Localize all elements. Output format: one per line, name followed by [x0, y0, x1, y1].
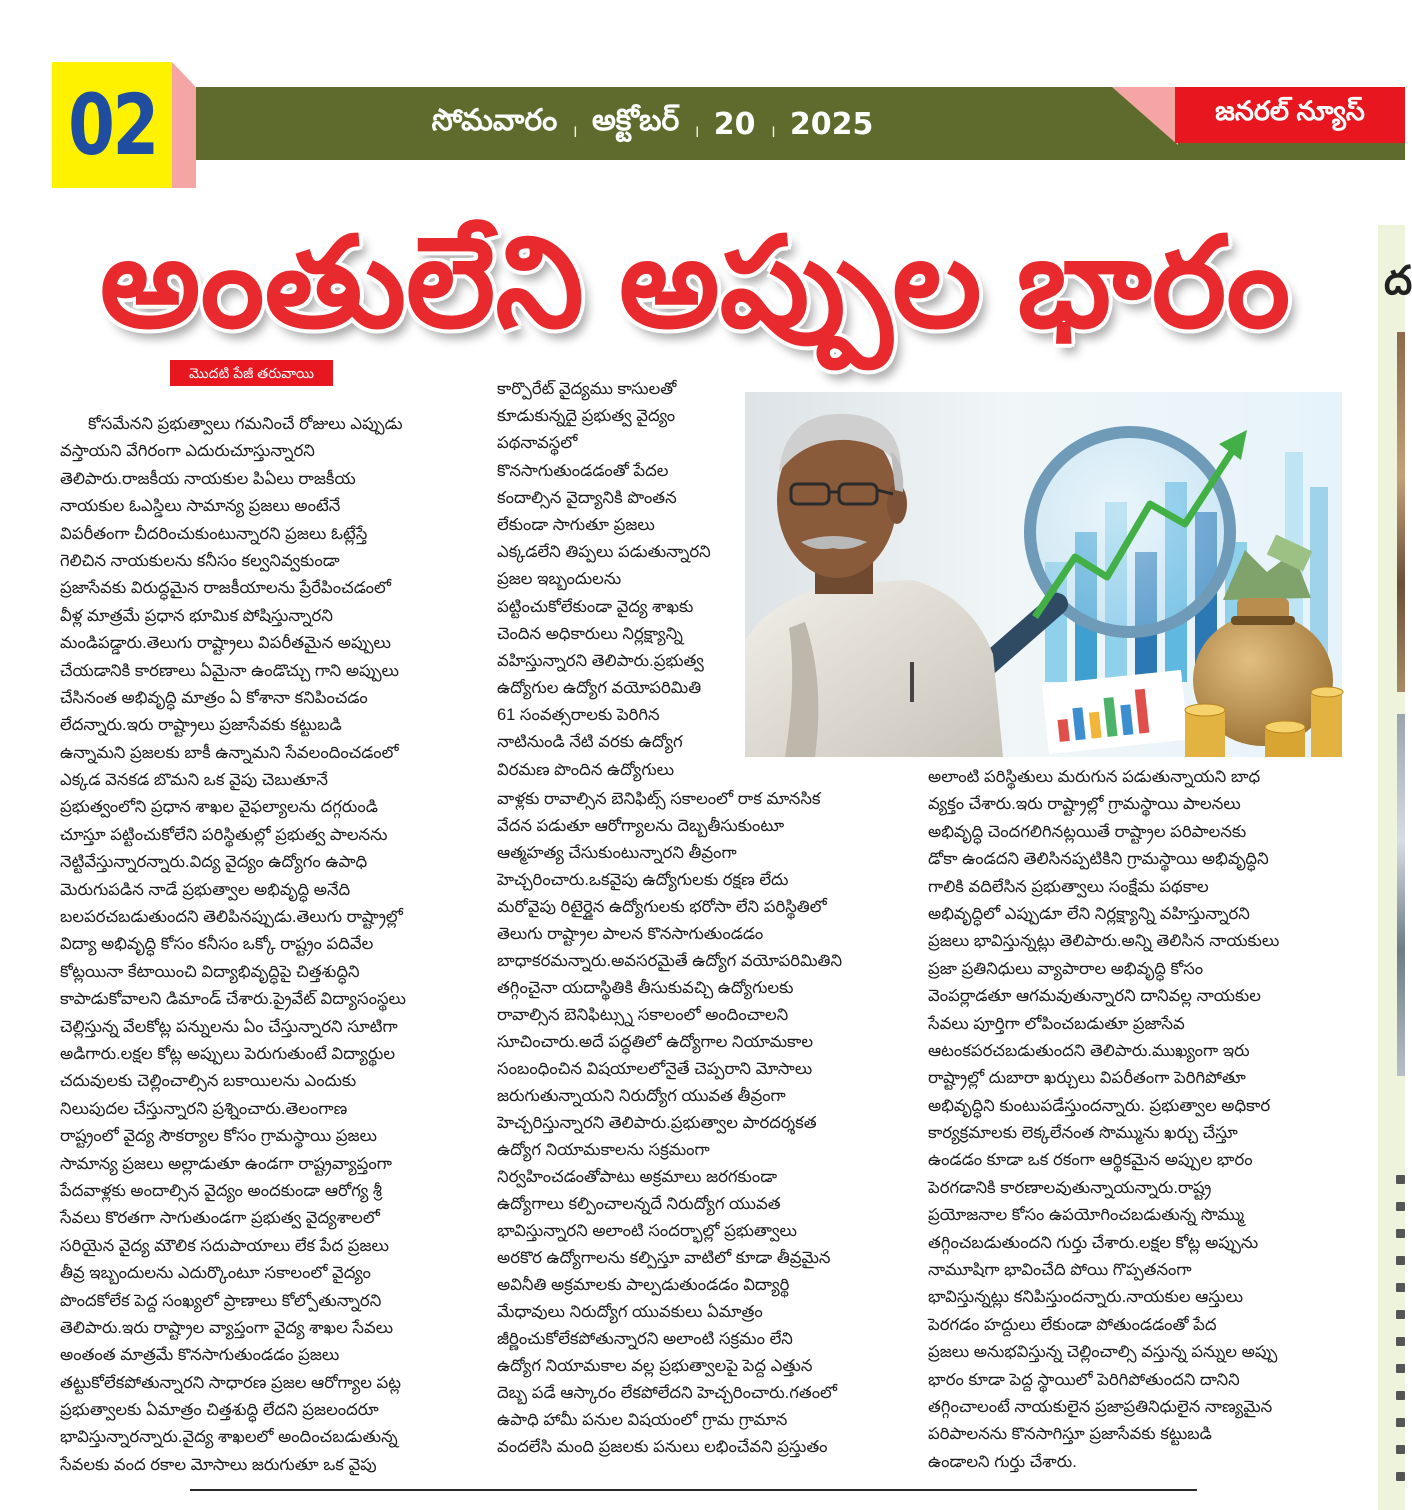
text-line: ప్రజల ఇబ్బందులను [497, 570, 622, 589]
text-line: కాపాడుకోవాలని డిమాండ్ చేశారు.ప్రైవేట్ విద్యాసంస్థలు [60, 990, 406, 1009]
text-line: ఉద్యోగాలు కల్పించాలన్నదే నిరుద్యోగ యువత [497, 1195, 781, 1213]
text-line: బలపరచబడుతుందని తెలిపినప్పుడు.తెలుగు రాష్ట్రాల్లో [60, 908, 403, 927]
text-line: భావిస్తున్నట్లు కనిపిస్తుందన్నారు.నాయకుల ఆస్తులు [928, 1288, 1244, 1307]
text-line: వాళ్లకు రావాల్సిన బెనిఫిట్స్ సకాలంలో రాక మానసిక [497, 790, 821, 808]
text-line: పేదవాళ్లకు అందాల్సిన వైద్యం అందకుండా ఆరోగ్య శ్రీ [60, 1181, 382, 1200]
text-line: తట్టుకోలేకపోతున్నారని సాధారణ ప్రజల ఆరోగ్యాల పట్ల [60, 1373, 401, 1392]
text-line: కొనసాగుతుండడంతో పేదల [497, 461, 669, 480]
text-line: చూస్తూ పట్టించుకోలేని పరిస్థితుల్లో ప్రభుత్వ పాలనను [60, 825, 388, 844]
text-line: మెరుగుపడిన నాడే ప్రభుత్వాల అభివృద్ధి అనేది [60, 880, 351, 899]
text-line: అభివృద్ధిని కుంటుపడేస్తుందన్నారు. ప్రభుత్వాల అధికార [928, 1096, 1271, 1115]
date-separator: । [769, 121, 776, 142]
text-line: ఎక్కడలేని తిప్పలు పడుతున్నారని [497, 543, 711, 562]
adjacent-page-text-edge [1396, 1175, 1405, 1499]
date-separator: । [693, 121, 700, 142]
text-line: అభివృద్ధిలో ఎప్పుడూ లేని నిర్లక్ష్యాన్ని వహిస్తున్నారని [928, 904, 1250, 923]
text-line: ఆత్మహత్య చేసుకుంటున్నారని తీవ్రంగా [497, 844, 737, 862]
date-day: సోమవారం [431, 103, 558, 138]
text-line: సేవలు కొరతగా సాగుతుండగా ప్రభుత్వ వైద్యశాలలో [60, 1209, 380, 1228]
text-line: అడిగారు.లక్షల కోట్ల అప్పులు పెరుగుతుంటే విద్యార్థుల [60, 1044, 396, 1063]
text-line: హెచ్చరించారు.ఒకవైపు ఉద్యోగులకు రక్షణ లేదు [497, 871, 789, 889]
article-photo [745, 392, 1342, 757]
text-line: వ్యక్తం చేశారు.ఇరు రాష్ట్రాల్లో గ్రామస్థాయి పాలనలు [928, 795, 1241, 814]
text-line: ఉద్యోగ నియామకాలను సక్రమంగా [497, 1141, 710, 1159]
text-line: నామూషిగా భావించేది పోయి గొప్పతనంగా [928, 1261, 1192, 1280]
article-column-3 [928, 764, 1342, 1476]
text-line: విద్యా అభివృద్ధి కోసం కనీసం ఒక్కో రాష్ట్రం పదివేల [60, 935, 374, 954]
text-line: భారం కూడా పెద్ద స్థాయిలో పెరిగిపోతుందని దానిని [928, 1370, 1240, 1389]
text-line: ప్రజలు భావిస్తున్నట్లు తెలిపారు.అన్ని తెలిసిన నాయకులు [928, 932, 1280, 951]
text-line: మేధావులు నిరుద్యోగ యువకులు ఏమాత్రం [497, 1303, 763, 1321]
adjacent-page-edge [1378, 225, 1412, 1510]
text-line: ఉండడం కూడా ఒక రకంగా ఆర్థికమైన అప్పుల భారం [928, 1151, 1253, 1170]
text-line: వహిస్తున్నారని తెలిపారు.ప్రభుత్వ [497, 651, 704, 670]
dateline [380, 100, 925, 148]
text-line: ఉండాలని గుర్తు చేశారు. [928, 1452, 1077, 1471]
text-line: తగ్గించాలంటే నాయకులైన ప్రజాప్రతినిధులైన నాణ్యమైన [928, 1397, 1273, 1416]
text-line: పట్టించుకోలేకుండా వైద్య శాఖకు [497, 597, 694, 616]
text-line: వీళ్ల మాత్రమే ప్రధాన భూమిక పోషిస్తున్నారని [60, 606, 333, 625]
text-line: గాలికి వదిలేసిన ప్రభుత్వాలు సంక్షేమ పథకాల [928, 877, 1209, 896]
text-line: విరమణ పొందిన ఉద్యోగులు [497, 760, 675, 779]
text-line: నెట్టివేస్తున్నారన్నారు.విద్య వైద్యం ఉద్యోగం ఉపాధి [60, 853, 368, 872]
text-line: ప్రజాసేవకు విరుద్ధమైన రాజకీయాలను ప్రేరేపించడంలో [60, 579, 391, 598]
text-line: బాధాకరమన్నారు.అవసరమైతే ఉద్యోగ వయోపరిమితిని [497, 952, 843, 970]
text-line: నిర్వహించడంతోపాటు అక్రమాలు జరగకుండా [497, 1168, 778, 1186]
text-line: లేదన్నారు.ఇరు రాష్ట్రాలు ప్రజాసేవకు కట్టుబడి [60, 716, 342, 735]
page-number: 02 [67, 76, 157, 174]
photo-illustration [745, 392, 1342, 757]
date-day-number: 20 [713, 106, 756, 142]
text-line: రాష్ట్రంలో వైద్య సౌకర్యాల కోసం గ్రామస్థాయి ప్రజలు [60, 1127, 377, 1146]
text-line: నిలుపుదల చేస్తున్నారని ప్రశ్నించారు.తెలంగాణ [60, 1099, 348, 1118]
text-line: వందలేసి మంది ప్రజలకు పనులు లభించేవని ప్రస్తుతం [497, 1438, 828, 1456]
article-column-2-narrow [497, 376, 740, 784]
text-line: తీవ్ర ఇబ్బందులను ఎదుర్కొంటూ సకాలంలో వైద్యం [60, 1264, 371, 1283]
text-line: ఉపాధి హామీ పనుల విషయంలో గ్రామ గ్రామాన [497, 1411, 788, 1429]
text-line: ఆటంకపరచబడుతుందని తెలిపారు.ముఖ్యంగా ఇరు [928, 1041, 1250, 1060]
text-line: కార్యక్రమాలకు లెక్కలేనంత సొమ్మును ఖర్చు చేస్తూ [928, 1124, 1238, 1143]
date-month: అక్టోబర్ [591, 103, 680, 138]
text-line: జీర్ణించుకోలేకపోతున్నారని అలాంటి సక్రమం లేని [497, 1330, 793, 1348]
text-line: జరుగుతున్నాయని నిరుద్యోగ యువత తీవ్రంగా [497, 1087, 786, 1105]
text-line: సేవలకు వంద రకాల మోసాలు జరుగుతూ ఒక వైపు [60, 1455, 377, 1474]
text-line: పథనావస్థలో [497, 434, 578, 453]
text-line: గెలిచిన నాయకులను కనీసం కల్వనివ్వకుండా [60, 551, 340, 570]
text-line: భావిస్తున్నారన్నారు.వైద్య శాఖలలో అందించబడుతున్న [60, 1428, 398, 1447]
text-line: భావిస్తున్నారని అలాంటి సందర్భాల్లో ప్రభుత్వాలు [497, 1222, 797, 1240]
text-line: తగ్గించబడుతుందని గుర్తు చేశారు.లక్షల కోట్ల అప్పును [928, 1233, 1259, 1252]
text-line: ప్రయోజనాల కోసం ఉపయోగించబడుతున్న సొమ్ము [928, 1206, 1245, 1225]
text-line: కోట్లయినా కేటాయించి విద్యాభివృద్ధిపై చిత్తశుద్ధిని [60, 962, 360, 981]
text-line: 61 సంవత్సరాలకు పెరిగిన [497, 706, 660, 725]
text-line: చెందిన అధికారులు నిర్లక్ష్యాన్ని [497, 624, 683, 643]
text-line: రావాల్సిన బెనిఫిట్స్ను సకాలంలో అందించాలని [497, 1006, 789, 1024]
text-line: చెల్లిస్తున్న వేలకోట్ల పన్నులను ఏం చేస్తున్నారని సూటిగా [60, 1017, 398, 1036]
text-line: మండిపడ్డారు.తెలుగు రాష్ట్రాలు విపరీతమైన అప్పులు [60, 634, 391, 653]
text-line: లేకుండా సాగుతూ ప్రజలు [497, 515, 655, 534]
date-separator: । [571, 121, 578, 142]
text-line: కూడుకున్నదై ప్రభుత్వ వైద్యం [497, 407, 676, 426]
text-line: హెచ్చరిస్తున్నారని తెలిపారు.ప్రభుత్వాల పారదర్శకత [497, 1114, 817, 1132]
text-line: అవినీతి అక్రమాలకు పాల్పడుతుండడం విద్యార్థి [497, 1276, 790, 1294]
text-line: చదువులకు చెల్లించాల్సిన బకాయిలను ఎందుకు [60, 1072, 357, 1091]
page-number-box [52, 62, 172, 188]
text-line: నాటినుండి నేటి వరకు ఉద్యోగ [497, 733, 683, 752]
text-line: ఉద్యోగుల ఉద్యోగ వయోపరిమితి [497, 679, 702, 698]
page-number-ribbon [172, 62, 196, 188]
text-line: చేసినంత అభివృద్ధి మాత్రం ఏ కోశానా కనిపించడం [60, 688, 368, 707]
text-line: ప్రజలు అనుభవిస్తున్న చెల్లించాల్సి వస్తున్న పన్నుల అప్పు [928, 1343, 1278, 1362]
report-papers [1042, 670, 1189, 754]
text-line: అలాంటి పరిస్థితులు మరుగున పడుతున్నాయని బాధ [928, 768, 1261, 786]
text-line: ప్రజా ప్రతినిధులు వ్యాపారాల అభివృద్ధి కోసం [928, 959, 1204, 978]
text-line: అరకొర ఉద్యోగాలను కల్పిస్తూ వాటిలో కూడా తీవ్రమైన [497, 1249, 831, 1267]
text-line: పెరగడం హద్దులు లేకుండా పోతుండడంతో పేద [928, 1315, 1217, 1334]
text-line: చేయడానికి కారణాలు ఏమైనా ఉండొచ్చు గాని అప్పులు [60, 661, 399, 680]
text-line: సేవలు పూర్తిగా లోపించబడుతూ ప్రజాసేవ [928, 1014, 1185, 1033]
text-line: ప్రభుత్వాలకు ఏమాత్రం చిత్తశుద్ధి లేదని ప్రజలందరూ [60, 1401, 379, 1420]
adjacent-page-photo [1397, 332, 1405, 692]
text-line: అంతంత మాత్రమే కొనసాగుతుండడం ప్రజలు [60, 1346, 340, 1365]
continued-from-front-page-label: మొదటి పేజీ తరువాయి [170, 360, 333, 386]
text-line: పెరగడానికి కారణాలవుతున్నాయన్నారు.రాష్ట్ర [928, 1178, 1212, 1197]
text-line: సరియైన వైద్య మౌలిక సదుపాయాలు లేక పేద ప్రజలు [60, 1236, 389, 1255]
text-line: విపరీతంగా చీదరించుకుంటున్నారని ప్రజలు ఓట్లేస్తే [60, 524, 368, 543]
text-line: కందాల్సిన వైద్యానికి పొంతన [497, 488, 677, 507]
text-line: పరిపాలనను కొనసాగిస్తూ ప్రజాసేవకు కట్టుబడి [928, 1425, 1212, 1444]
text-line: తెలిపారు.ఇరు రాష్ట్రాల వ్యాప్తంగా వైద్య శాఖల సేవలు [60, 1318, 394, 1337]
text-line: పొందకోలేక పెద్ద సంఖ్యలో ప్రాణాలు కోల్పోతున్నారని [60, 1291, 382, 1310]
text-line: వెంపర్లాడతూ ఆగమవుతున్నారని దానివల్ల నాయకుల [928, 987, 1261, 1006]
adjacent-page-photo [1397, 714, 1405, 1076]
text-line: తెలిపారు.రాజకీయ నాయకుల పిఏలు రాజకీయ [60, 469, 356, 488]
article-column-1 [60, 411, 468, 1479]
article-column-2-wide [497, 786, 899, 1461]
headline: అంతులేని అప్పుల భారం [99, 212, 1291, 353]
text-line: దెబ్బ పడే ఆస్కారం లేకపోలేదని హెచ్చరించారు.గతంలో [497, 1384, 838, 1402]
text-line: ఉద్యోగ నియామకాల వల్ల ప్రభుత్వాలపై పెద్ద ఎత్తున [497, 1357, 813, 1375]
text-line: డోకా ఉండదని తెలిసినప్పటికిని గ్రామస్థాయి అభివృద్ధిని [928, 850, 1269, 869]
text-line: అభివృద్ధి చెందగలిగినట్లయితే రాష్ట్రాల పరిపాలనకు [928, 822, 1247, 841]
text-line: సంబంధించిన విషయాలలోనైతే చెప్పరాని మోసాలు [497, 1060, 813, 1078]
text-line: రాష్ట్రాల్లో దుబారా ఖర్చులు విపరీతంగా పెరిగిపోతూ [928, 1069, 1246, 1088]
text-line: వేదన పడుతూ ఆరోగ్యాలను దెబ్బతీసుకుంటూ [497, 817, 785, 835]
text-line: ప్రభుత్వంలోని ప్రధాన శాఖల వైఫల్యాలను దగ్గరుండి [60, 798, 378, 817]
text-line: సామాన్య ప్రజలు అల్లాడుతూ ఉండగా రాష్ట్రవ్యాప్తంగా [60, 1154, 392, 1173]
adjacent-page-headline-fragment: ద [1384, 259, 1412, 303]
text-line: ఉన్నామని ప్రజలకు బాకీ ఉన్నామని సేవలందించడంలో [60, 743, 399, 762]
text-line: వస్తాయని వేగిరంగా ఎదురుచూస్తున్నారని [60, 442, 315, 461]
text-line: తెలుగు రాష్ట్రాల పాలన కొనసాగుతుండడం [497, 925, 764, 943]
section-label: జనరల్ న్యూస్ [1175, 87, 1405, 143]
text-line: నాయకుల ఓఎస్డిలు సామాన్య ప్రజలు అంటేనే [60, 497, 341, 516]
date-year: 2025 [789, 106, 874, 142]
text-line: కోసమేనని ప్రభుత్వాలు గమనించే రోజులు ఎప్పుడు [88, 415, 403, 433]
page-bottom-rule [190, 1489, 1197, 1491]
text-line: ఎక్కడ వెనకడ బొమని ఒక వైపు చెబుతూనే [60, 771, 328, 790]
text-line: సూచించారు.అదే పద్ధతిలో ఉద్యోగాల నియామకాల [497, 1033, 814, 1051]
text-line: మరోవైపు రిటైర్డైన ఉద్యోగులకు భరోసా లేని పరిస్థితిలో [497, 898, 827, 916]
text-line: తగ్గించైనా యదాస్థితికి తీసుకువచ్చి ఉద్యోగులకు [497, 979, 794, 997]
text-line: కార్పొరేట్ వైద్యము కాసులతో [497, 380, 677, 398]
